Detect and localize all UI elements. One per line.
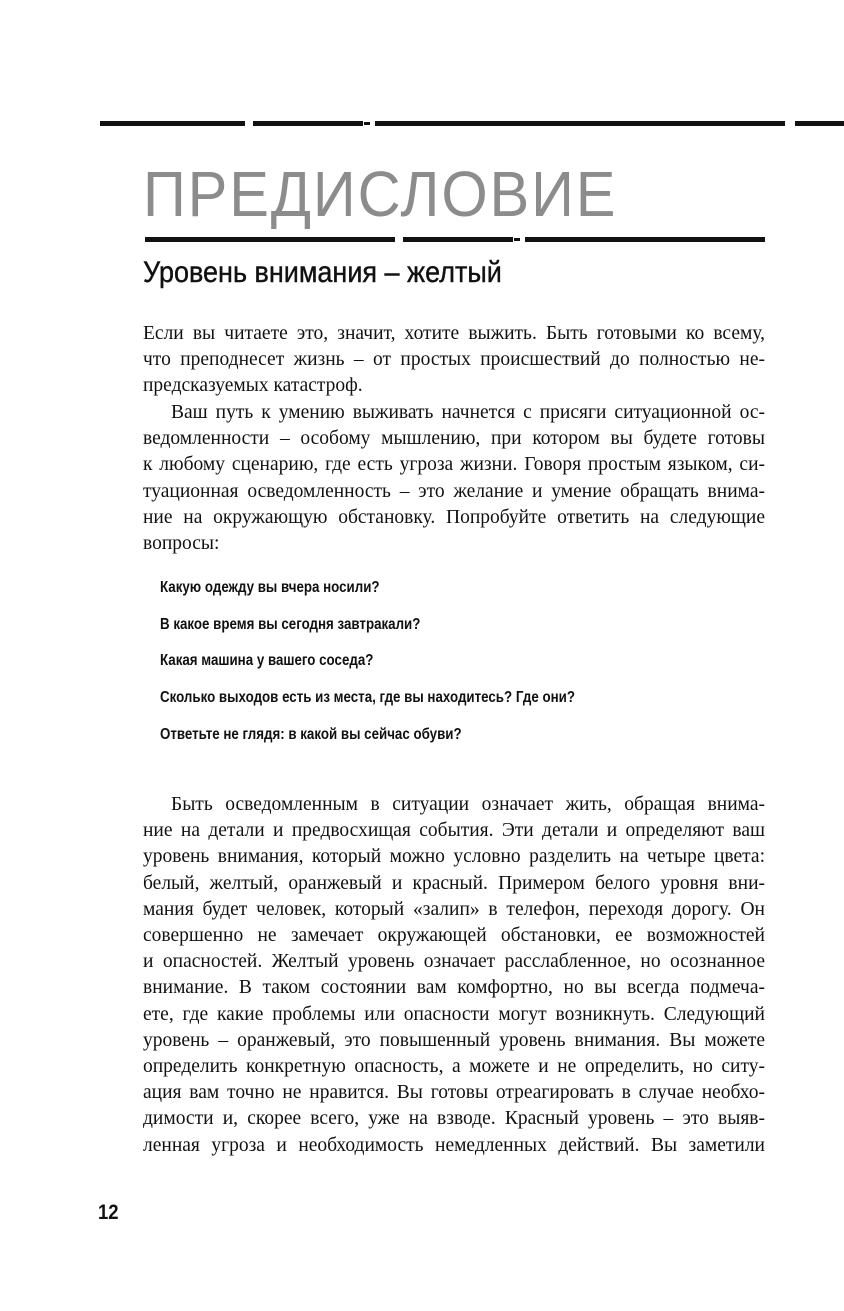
title-underline-segment (514, 238, 520, 241)
paragraph-line: определить конкретную опасность, а можете и не определить, но ситу- (143, 1056, 765, 1078)
paragraph-line: ние на окружающую обстановку. Попробуйте ответить на следующие (143, 506, 765, 528)
paragraph-line: и опасностей. Желтый уровень означает расслабленное, но осознанное (143, 951, 765, 973)
paragraph-intro (143, 321, 765, 400)
top-rule-segment (795, 121, 844, 126)
paragraph-line: к любому сценарию, где есть угроза жизни. Говоря простым языком, си- (143, 454, 765, 476)
paragraph-line: ация вам точно не нравится. Вы готовы отреагировать в случае необхо- (143, 1082, 765, 1104)
top-rule-segment (364, 122, 370, 125)
question-item: Сколько выходов есть из места, где вы находитесь? Где они? (160, 689, 575, 707)
paragraph-line: что преподнесет жизнь – от простых происшествий до полностью не- (143, 349, 765, 371)
paragraph-line: внимание. В таком состоянии вам комфортно, но вы всегда подмеча- (143, 977, 765, 999)
question-list (160, 578, 643, 761)
page-number: 12 (98, 1201, 119, 1224)
chapter-title: ПРЕДИСЛОВИЕ (143, 158, 618, 230)
question-item: В какое время вы сегодня завтракали? (160, 615, 421, 633)
question-item: Ответьте не глядя: в какой вы сейчас обуви? (160, 725, 462, 743)
paragraph-line: ленная угроза и необходимость немедленных действий. Вы заметили (143, 1134, 765, 1156)
question-item: Какая машина у вашего соседа? (160, 652, 374, 670)
top-rule-segment (375, 121, 785, 126)
paragraph-line: Если вы читаете это, значит, хотите выжить. Быть готовыми ко всему, (143, 323, 765, 344)
title-underline-segment (525, 237, 765, 242)
paragraph-line: вопросы: (143, 533, 220, 555)
paragraph-line: туационная осведомленность – это желание и умение обращать внима- (143, 480, 765, 502)
top-rule-segment (253, 121, 363, 126)
paragraph-line: димости и, скорее всего, уже на взводе. Красный уровень – это выяв- (143, 1108, 765, 1130)
section-title: Уровень внимания – желтый (143, 256, 502, 289)
title-underline-segment (403, 237, 513, 242)
paragraph-line: Быть осведомленным в ситуации означает жить, обращая внима- (171, 794, 765, 815)
paragraph-line: совершенно не замечает окружающей обстановки, ее возможностей (143, 925, 765, 947)
paragraph-line: уровень внимания, который можно условно разделить на четыре цвета: (143, 846, 765, 868)
paragraph-situational-awareness (143, 400, 765, 557)
title-underline-segment (145, 237, 395, 242)
top-rule-segment (100, 121, 245, 126)
paragraph-line: белый, желтый, оранжевый и красный. Примером белого уровня вни- (143, 872, 765, 894)
paragraph-line: ете, где какие проблемы или опасности могут возникнуть. Следующий (143, 1003, 765, 1025)
paragraph-line: ние на детали и предвосхищая события. Эти детали и определяют ваш (143, 820, 765, 842)
paragraph-line: мания будет человек, который «залип» в телефон, переходя дорогу. Он (143, 898, 765, 920)
paragraph-line: ведомленности – особому мышлению, при котором вы будете готовы (143, 428, 765, 450)
paragraph-line: предсказуемых катастроф. (143, 375, 363, 397)
paragraph-attention-levels (143, 792, 765, 1159)
paragraph-line: уровень – оранжевый, это повышенный уровень внимания. Вы можете (143, 1029, 765, 1051)
question-item: Какую одежду вы вчера носили? (160, 579, 380, 596)
paragraph-line: Ваш путь к умению выживать начнется с присяги ситуационной ос- (171, 402, 765, 423)
